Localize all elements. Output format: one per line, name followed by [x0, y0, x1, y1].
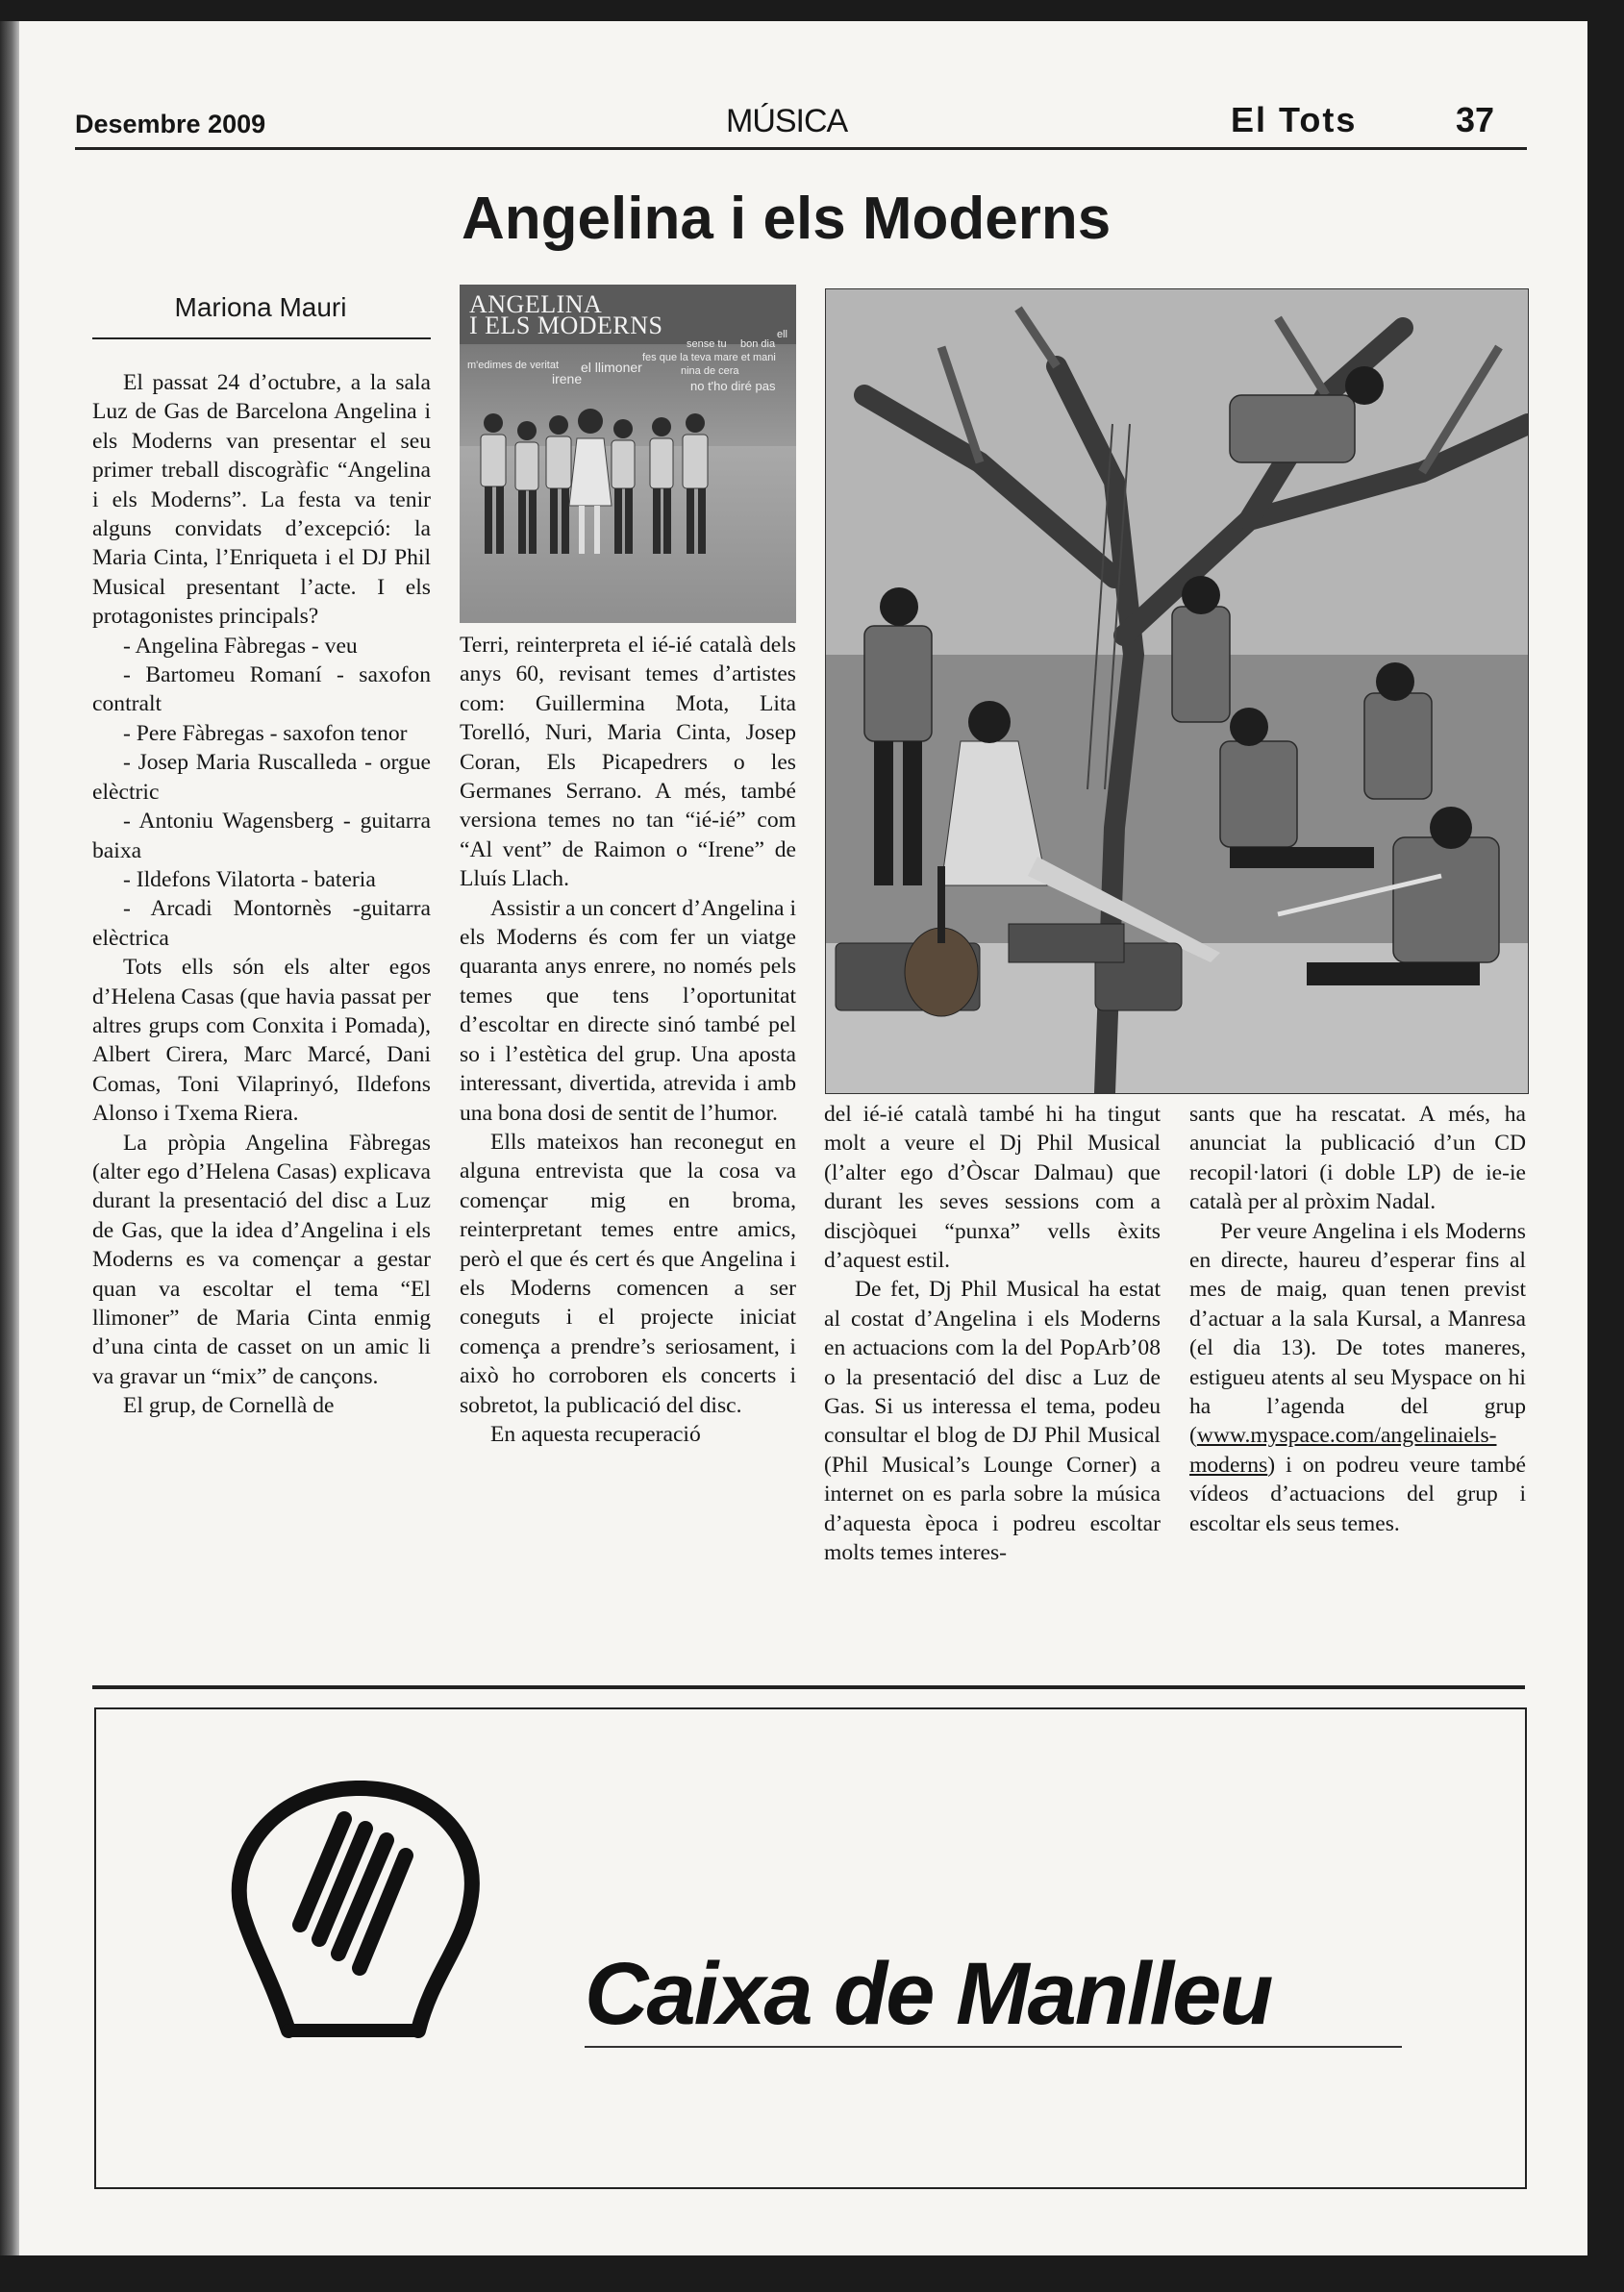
paragraph: En aquesta recuperació — [490, 1421, 701, 1447]
cover-track: el llimoner — [581, 360, 642, 375]
band-photo — [825, 288, 1529, 1094]
article-column-1 — [92, 368, 431, 1421]
paragraph: La pròpia Angelina Fàbregas (alter ego d’Helena Casas) explicava durant la presentació del disc a Luz de Gas, que la idea d’Angelina i els Moderns es va començar a gestar quan va escoltar el tema “El llimoner” de Maria Cinta enmig d’una cinta de casset on un amic li va gravar un “mix” de cançons. — [92, 1130, 431, 1389]
article-column-3 — [824, 1100, 1161, 1568]
article-headline: Angelina i els Moderns — [462, 186, 1112, 252]
band-photo-illustration — [826, 289, 1528, 1093]
paragraph: Assistir a un concert d’Angelina i els Moderns és com fer un viatge quaranta anys enrere, no només pels temes que tens l’oportunitat d’escoltar en directe sinó també pel so i l’estètica del grup. Una aposta interessant, divertida, atrevida i amb una bona dosi de sentit de l’humor. — [460, 895, 796, 1126]
ad-divider — [92, 1685, 1525, 1689]
article-byline: Mariona Mauri — [174, 292, 347, 322]
myspace-link[interactable]: www.myspace.com/angelinaiels-moderns — [1189, 1423, 1497, 1478]
cover-track: irene — [552, 371, 583, 386]
paragraph: Ells mateixos han reconegut en alguna entrevista que la cosa va començar mig en broma, reinterpretant temes entre amics, però el que és cert és que Angelina i els Moderns comencen a ser coneguts i el projecte iniciat comença a prendre’s seriosament, i això ho corroboren els concerts i sobretot, la publicació del disc. — [460, 1129, 796, 1418]
member-item: - Josep Maria Ruscalleda - orgue elèctric — [92, 750, 431, 805]
caixa-manlleu-logo-icon — [231, 1781, 481, 2059]
article-column-2 — [460, 631, 796, 1449]
issue-date: Desembre 2009 — [75, 110, 266, 138]
paragraph: del ié-ié català també hi ha tingut molt a veure el Dj Phil Musical (l’alter ego d’Òscar Dalmau) que durant les seves sessions com a discjòquei “punxa” vells èxits d’aquest estil. — [824, 1102, 1161, 1274]
publication-name: El Tots — [1231, 100, 1358, 139]
member-item: - Bartomeu Romaní - saxofon contralt — [92, 662, 431, 717]
paragraph: Terri, reinterpreta el ié-ié català dels anys 60, revisant temes d’artistes com: Guillermina Mota, Lita Torelló, Nuri, Maria Cinta, Josep Coran, Els Picapedrers o les Germanes Serrano. A més, també versiona temes no tan “ié-ié” com “Al vent” de Raimon o “Irene” de Lluís Llach. — [460, 633, 796, 892]
paragraph: El passat 24 d’octubre, a la sala Luz de Gas de Barcelona Angelina i els Moderns van presentar el seu primer treball discogràfic “Angelina i els Moderns”. La festa va tenir alguns convidats d’excepció: la Maria Cinta, l’Enriqueta i el DJ Phil Musical presentant l’acte. I els protagonistes principals? — [92, 370, 431, 630]
byline-divider — [92, 337, 431, 339]
paragraph: Tots ells són els alter egos d’Helena Casas (que havia passat per altres grups com Conxita i Pomada), Albert Cirera, Marc Marcé, Dani Comas, Toni Vilaprinyó, Ildefons Alonso i Txema Riera. — [92, 955, 431, 1127]
cover-track: ell — [777, 329, 788, 340]
cover-track: fes que la teva mare et mani — [642, 352, 776, 363]
paragraph: Per veure Angelina i els Moderns en directe, haureu d’esperar fins al mes de maig, quan tenen previst d’actuar a la sala Kursal, a Manresa (el dia 13). De totes maneres, estigueu atents al seu Myspace on hi ha l’agenda del grup (www.myspace.com/angelinaiels-moderns) i on podreu veure també vídeos d’actuacions del grup i escoltar els seus temes. — [1189, 1218, 1526, 1536]
member-item: - Arcadi Montornès -guitarra elèctrica — [92, 896, 431, 951]
article-column-4 — [1189, 1100, 1526, 1538]
cover-track: sense tu — [687, 338, 727, 350]
cover-track: nina de cera — [681, 365, 739, 377]
cover-track: no t'ho diré pas — [690, 379, 776, 393]
header-divider — [75, 147, 1527, 150]
ad-brand-underline — [585, 2046, 1402, 2048]
section-title: MÚSICA — [726, 103, 848, 139]
ad-brand-name: Caixa de Manlleu — [585, 1945, 1272, 2043]
band-figures-illustration — [460, 285, 796, 623]
page-number: 37 — [1456, 100, 1495, 139]
page-binding-edge — [0, 21, 19, 2255]
member-item: - Pere Fàbregas - saxofon tenor — [123, 720, 408, 746]
cover-track: bon dia — [740, 338, 776, 350]
album-cover-image — [460, 285, 796, 623]
member-item: - Ildefons Vilatorta - bateria — [123, 866, 376, 892]
paragraph: De fet, Dj Phil Musical ha estat al costat d’Angelina i els Moderns en actuacions com la del PopArb’08 o la presentació del disc a Luz de Gas. Si us interessa el tema, podeu consultar el blog de DJ Phil Musical (Phil Musical’s Lounge Corner) a internet on es parla sobre la música d’aquesta època i podreu escoltar molts temes interes- — [824, 1277, 1161, 1566]
paragraph: El grup, de Cornellà de — [123, 1393, 335, 1419]
cover-title: ANGELINA I ELS MODERNS — [469, 290, 663, 339]
paragraph: sants que ha rescatat. A més, ha anunciat la publicació d’un CD recopil·latori (i doble LP) de ie-ie català per al pròxim Nadal. — [1189, 1102, 1526, 1215]
member-item: - Antoniu Wagensberg - guitarra baixa — [92, 809, 431, 863]
member-item: - Angelina Fàbregas - veu — [123, 633, 358, 659]
cover-track: m'edimes de veritat — [467, 360, 560, 371]
